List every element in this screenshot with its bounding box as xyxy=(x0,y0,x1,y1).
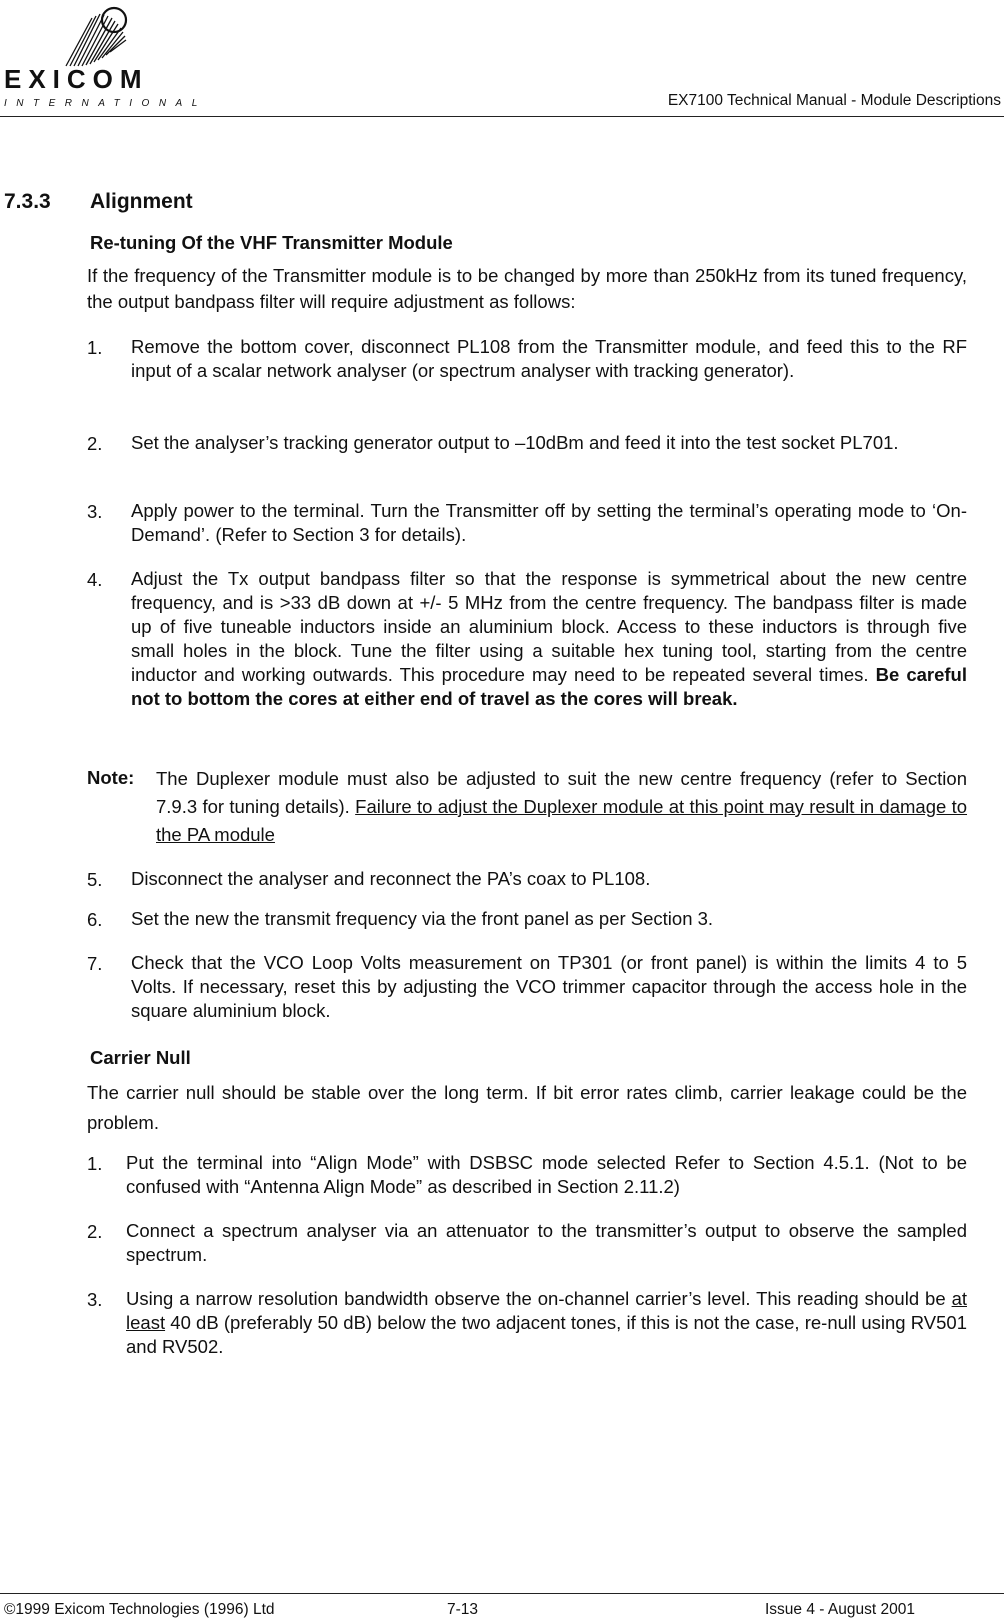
retune-heading: Re-tuning Of the VHF Transmitter Module xyxy=(90,232,453,253)
step-number: 2. xyxy=(87,1221,103,1242)
step-number: 1. xyxy=(87,1153,103,1174)
step-number: 7. xyxy=(87,953,103,974)
page-header xyxy=(0,0,1004,118)
exicom-logo xyxy=(4,2,207,112)
section-number: 7.3.3 xyxy=(4,190,51,213)
carrier-heading: Carrier Null xyxy=(90,1047,191,1068)
step-number: 6. xyxy=(87,909,103,930)
note-warning: Failure to adjust the Duplexer module at this point may result in damage to the PA module xyxy=(156,796,968,845)
retune-intro: If the frequency of the Transmitter module is to be changed by more than 250kHz from its tuned frequency, the output bandpass filter will require adjustment as follows: xyxy=(87,265,967,312)
footer-copyright: ©1999 Exicom Technologies (1996) Ltd xyxy=(4,1601,275,1618)
step-text: Apply power to the terminal. Turn the Transmitter off by setting the terminal’s operating mode to ‘On-Demand’. (Refer to Section 3 for details). xyxy=(131,500,967,545)
header-divider xyxy=(0,116,1004,117)
step-number: 1. xyxy=(87,337,103,358)
step-number: 2. xyxy=(87,433,103,454)
footer-issue: Issue 4 - August 2001 xyxy=(765,1601,915,1618)
step-text: Adjust the Tx output bandpass filter so that the response is symmetrical about the new centre frequency, and is >33 dB down at +/- 5 MHz from the centre frequency. The bandpass filter is made up of five tuneable inductors inside an aluminium block. Access to these inductors is through five small holes in the block. Tune the filter using a suitable hex tuning tool, starting from the centre inductor and working outwards. This procedure may need to be repeated several times. Be careful not to bottom the cores at either end of travel as the cores will break. xyxy=(131,568,967,709)
emphasis-text: at least xyxy=(126,1288,967,1333)
step-text: Set the analyser’s tracking generator output to –10dBm and feed it into the test socket PL701. xyxy=(131,432,899,453)
note-label: Note: xyxy=(87,767,135,788)
step-text: Check that the VCO Loop Volts measurement on TP301 (or front panel) is within the limits 4 to 5 Volts. If necessary, reset this by adjusting the VCO trimmer capacitor through the access hole in the square aluminium block. xyxy=(131,952,967,1021)
document-title: EX7100 Technical Manual - Module Descriptions xyxy=(667,92,1001,109)
svg-text:EXICOM: EXICOM xyxy=(4,64,149,94)
note-text: The Duplexer module must also be adjusted to suit the new centre frequency (refer to Section 7.9.3 for tuning details). Failure to adjust the Duplexer module at this point may result in damage to the PA module xyxy=(156,768,968,845)
step-text: Connect a spectrum analyser via an attenuator to the transmitter’s output to observe the sampled spectrum. xyxy=(126,1220,967,1265)
footer-divider xyxy=(0,1593,1004,1594)
carrier-intro: The carrier null should be stable over the long term. If bit error rates climb, carrier leakage could be the problem. xyxy=(87,1082,967,1133)
step-text: Set the new the transmit frequency via the front panel as per Section 3. xyxy=(131,908,714,929)
step-number: 5. xyxy=(87,869,103,890)
step-text: Using a narrow resolution bandwidth observe the on-channel carrier’s level. This reading should be at least 40 dB (preferably 50 dB) below the two adjacent tones, if this is not the case, re-null using RV501 and RV502. xyxy=(126,1288,967,1357)
section-title: Alignment xyxy=(90,190,193,213)
svg-text:INTERNATIONAL: INTERNATIONAL xyxy=(4,98,207,109)
step-text: Disconnect the analyser and reconnect the PA’s coax to PL108. xyxy=(131,868,651,889)
warning-text: Be careful not to bottom the cores at either end of travel as the cores will break. xyxy=(131,664,967,709)
step-text: Remove the bottom cover, disconnect PL108 from the Transmitter module, and feed this to the RF input of a scalar network analyser (or spectrum analyser with tracking generator). xyxy=(131,336,967,381)
step-number: 4. xyxy=(87,569,103,590)
step-number: 3. xyxy=(87,501,103,522)
footer-page-number: 7-13 xyxy=(447,1601,479,1618)
step-number: 3. xyxy=(87,1289,103,1310)
step-text: Put the terminal into “Align Mode” with DSBSC mode selected Refer to Section 4.5.1. (Not to be confused with “Antenna Align Mode” as described in Section 2.11.2) xyxy=(126,1152,967,1197)
